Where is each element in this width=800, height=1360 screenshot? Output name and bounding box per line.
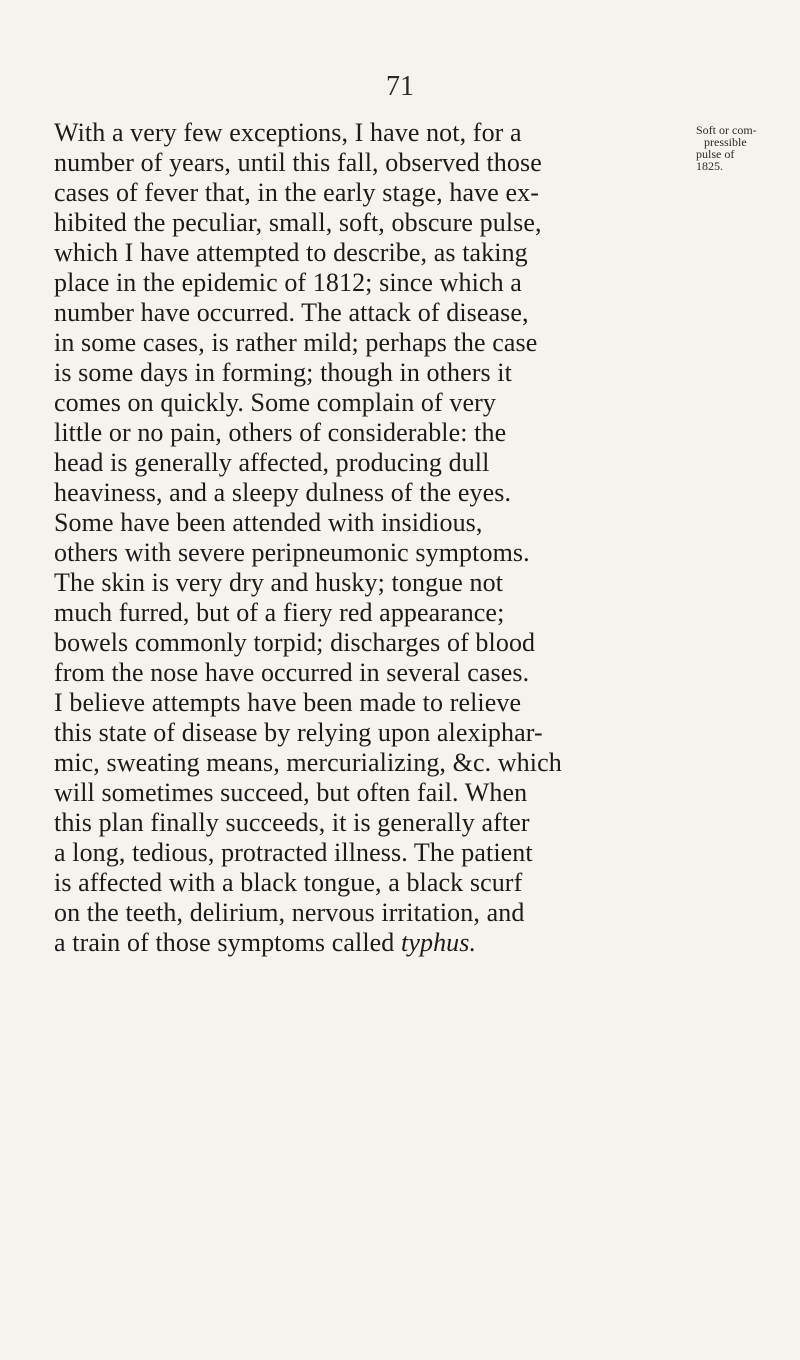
text-line: place in the epidemic of 1812; since which a [54, 268, 522, 297]
text-line: number of years, until this fall, observed those [54, 148, 542, 177]
text-line: this plan finally succeeds, it is generally after [54, 808, 530, 837]
text-line: on the teeth, delirium, nervous irritation, and [54, 898, 525, 927]
text-line: I believe attempts have been made to relieve [54, 688, 522, 717]
text-line: will sometimes succeed, but often fail. When [54, 778, 528, 807]
text-line-last [54, 928, 744, 958]
text-line: heaviness, and a sleepy dulness of the eyes. [54, 478, 512, 507]
text-line: hibited the peculiar, small, soft, obscure pulse, [54, 208, 542, 237]
page-number: 71 [386, 71, 414, 102]
text-line: in some cases, is rather mild; perhaps the case [54, 328, 538, 357]
text-line-last-prefix: a train of those symptoms called [54, 928, 401, 957]
text-line: Some have been attended with insidious, [54, 508, 483, 537]
text-line: others with severe peripneumonic symptoms. [54, 538, 530, 567]
text-line: mic, sweating means, mercurializing, &c. which [54, 748, 562, 777]
text-line: bowels commonly torpid; discharges of blood [54, 628, 536, 657]
text-line: cases of fever that, in the early stage, have ex- [54, 178, 539, 207]
text-line: a long, tedious, protracted illness. The patient [54, 838, 533, 867]
body-paragraph [54, 118, 744, 958]
margin-note-line: pulse of [696, 147, 735, 161]
text-line: this state of disease by relying upon alexiphar- [54, 718, 543, 747]
text-line: much furred, but of a fiery red appearance; [54, 598, 505, 627]
text-line: With a very few exceptions, I have not, for a [54, 118, 522, 147]
text-line: number have occurred. The attack of disease, [54, 298, 529, 327]
text-line: The skin is very dry and husky; tongue not [54, 568, 504, 597]
text-line: head is generally affected, producing dull [54, 448, 490, 477]
text-line: from the nose have occurred in several cases. [54, 658, 530, 687]
margin-note-line: Soft or com- [696, 123, 757, 137]
margin-note-line: pressible [704, 135, 747, 149]
text-line: which I have attempted to describe, as taking [54, 238, 528, 267]
italic-term: typhus. [401, 928, 477, 957]
text-line: is affected with a black tongue, a black scurf [54, 868, 523, 897]
text-line: comes on quickly. Some complain of very [54, 388, 496, 417]
margin-note-line: 1825. [696, 159, 723, 173]
text-line: little or no pain, others of considerable: the [54, 418, 507, 447]
text-line: is some days in forming; though in others it [54, 358, 512, 387]
